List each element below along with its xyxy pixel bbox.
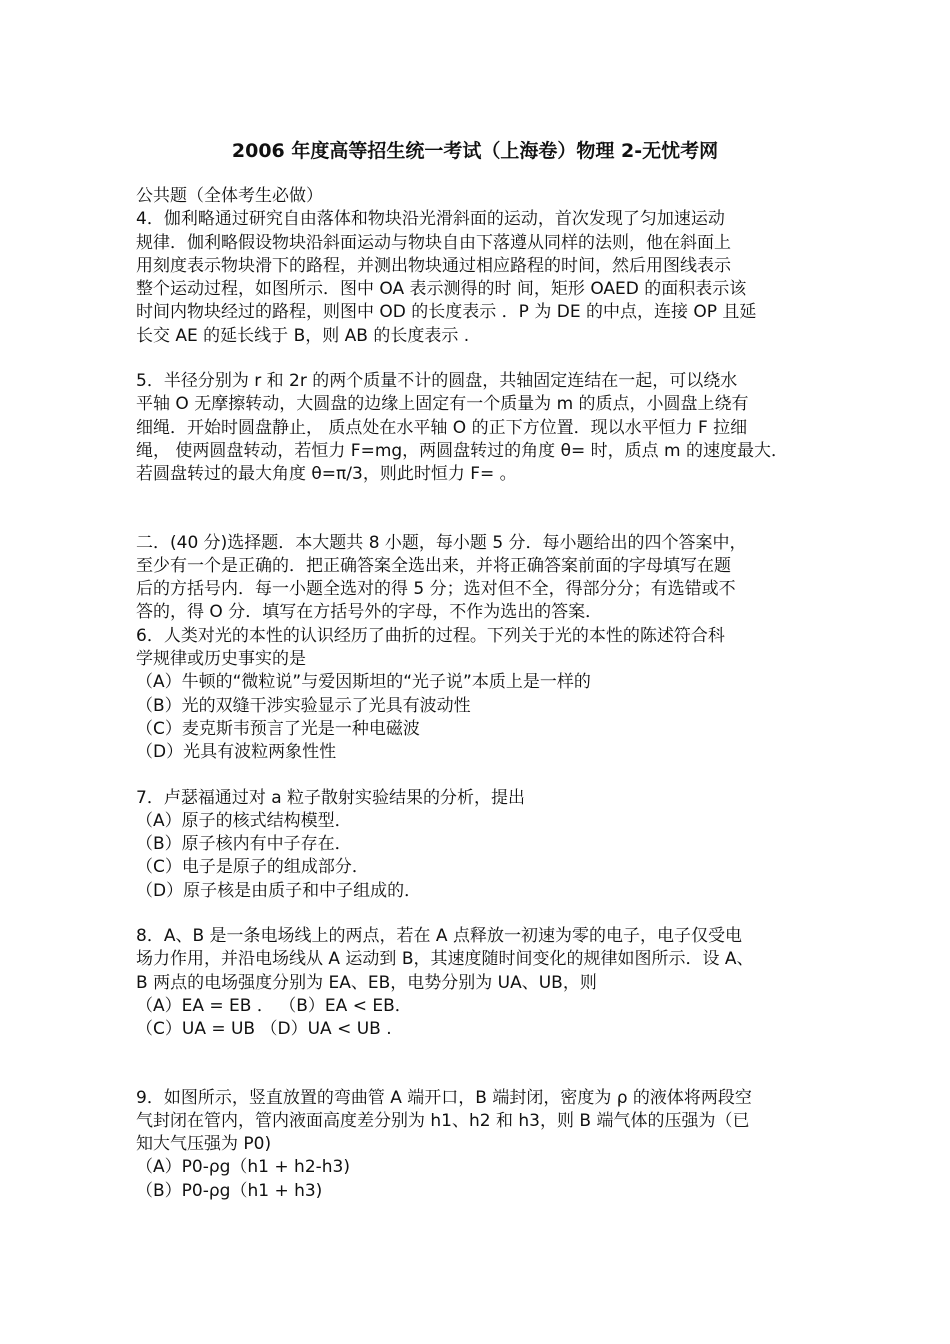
question-6-stem: 学规律或历史事实的是	[136, 649, 306, 670]
question-4-line: 整个运动过程，如图所示．图中 OA 表示测得的时 间，矩形 OAED 的面积表示该	[136, 279, 747, 300]
page-title: 2006 年度高等招生统一考试（上海卷）物理 2-无忧考网	[231, 140, 719, 162]
question-8-stem: 8．A、B 是一条电场线上的两点，若在 A 点释放一初速为零的电子，电子仅受电	[136, 926, 742, 947]
question-4-line: 用刻度表示物块滑下的路程，并测出物块通过相应路程的时间，然后用图线表示	[136, 255, 731, 276]
question-6-option-b: （B）光的双缝干涉实验显示了光具有波动性	[136, 695, 471, 716]
question-6-stem: 6．人类对光的本性的认识经历了曲折的过程。下列关于光的本性的陈述符合科	[136, 625, 725, 646]
spacer	[136, 765, 836, 787]
section-two-intro-line: 二．(40 分)选择题．本大题共 8 小题，每小题 5 分．每小题给出的四个答案中，	[136, 532, 747, 553]
question-9-stem: 9．如图所示，竖直放置的弯曲管 A 端开口，B 端封闭，密度为 ρ 的液体将两段空	[136, 1087, 752, 1108]
question-9	[136, 1087, 836, 1203]
section-two-intro-line: 答的，得 O 分．填写在方括号外的字母，不作为选出的答案．	[136, 602, 603, 623]
question-8-stem: B 两点的电场强度分别为 EA、EB，电势分别为 UA、UB，则	[136, 972, 597, 993]
section-two-intro-line: 后的方括号内．每一小题全选对的得 5 分；选对但不全，得部分分；有选错或不	[136, 579, 736, 600]
question-5-line: 绳， 使两圆盘转动，若恒力 F=mg，两圆盘转过的角度 θ= 时，质点 m 的速度最大．	[136, 440, 788, 461]
document-body	[136, 185, 836, 1203]
question-8-options-cd: （C）UA = UB （D）UA < UB .	[136, 1019, 392, 1040]
question-9-option-b: （B）P0-ρg（h1 + h3)	[136, 1180, 323, 1201]
section-two-intro	[136, 532, 836, 625]
spacer	[136, 487, 836, 532]
question-7-stem: 7．卢瑟福通过对 a 粒子散射实验结果的分析，提出	[136, 787, 526, 808]
question-6	[136, 625, 836, 765]
question-6-option-d: （D）光具有波粒两象性性	[136, 742, 337, 763]
question-4	[136, 208, 836, 348]
question-6-option-a: （A）牛顿的“微粒说”与爱因斯坦的“光子说”本质上是一样的	[136, 672, 591, 693]
question-5-line: 细绳．开始时圆盘静止， 质点处在水平轴 O 的正下方位置．现以水平恒力 F 拉细	[136, 417, 748, 438]
spacer	[136, 348, 836, 370]
question-9-stem: 知大气压强为 P0)	[136, 1134, 272, 1155]
question-9-stem: 气封闭在管内，管内液面高度差分别为 h1、h2 和 h3，则 B 端气体的压强为（已	[136, 1110, 750, 1131]
question-5	[136, 370, 836, 486]
question-4-line: 4．伽利略通过研究自由落体和物块沿光滑斜面的运动，首次发现了匀加速运动	[136, 209, 725, 230]
question-8-options-ab: （A）EA = EB ． （B）EA < EB．	[136, 995, 412, 1016]
spacer	[136, 1042, 836, 1087]
question-7-option-b: （B）原子核内有中子存在．	[136, 834, 352, 855]
question-4-line: 规律．伽利略假设物块沿斜面运动与物块自由下落遵从同样的法则，他在斜面上	[136, 232, 731, 253]
question-4-line: 时间内物块经过的路程，则图中 OD 的长度表示 ．P 为 DE 的中点，连接 OP 且延	[136, 302, 757, 323]
question-7-option-d: （D）原子核是由质子和中子组成的．	[136, 880, 422, 901]
question-7-option-a: （A）原子的核式结构模型．	[136, 810, 352, 831]
question-6-option-c: （C）麦克斯韦预言了光是一种电磁波	[136, 718, 420, 739]
question-8-stem: 场力作用，并沿电场线从 A 运动到 B，其速度随时间变化的规律如图所示．设 A、	[136, 949, 754, 970]
section-heading-public: 公共题（全体考生必做）	[136, 186, 323, 206]
question-7	[136, 787, 836, 903]
question-7-option-c: （C）电子是原子的组成部分．	[136, 857, 369, 878]
question-5-line: 5．半径分别为 r 和 2r 的两个质量不计的圆盘，共轴固定连结在一起，可以绕水	[136, 371, 738, 392]
spacer	[136, 903, 836, 925]
question-4-line: 长交 AE 的延长线于 B，则 AB 的长度表示 .	[136, 325, 470, 346]
question-9-option-a: （A）P0-ρg（h1 + h2-h3)	[136, 1157, 351, 1178]
question-8	[136, 925, 836, 1041]
section-two-intro-line: 至少有一个是正确的．把正确答案全选出来，并将正确答案前面的字母填写在题	[136, 555, 731, 576]
question-5-line: 平轴 O 无摩擦转动，大圆盘的边缘上固定有一个质量为 m 的质点，小圆盘上绕有	[136, 394, 749, 415]
question-5-line: 若圆盘转过的最大角度 θ=π/3，则此时恒力 F= 。	[136, 464, 517, 485]
